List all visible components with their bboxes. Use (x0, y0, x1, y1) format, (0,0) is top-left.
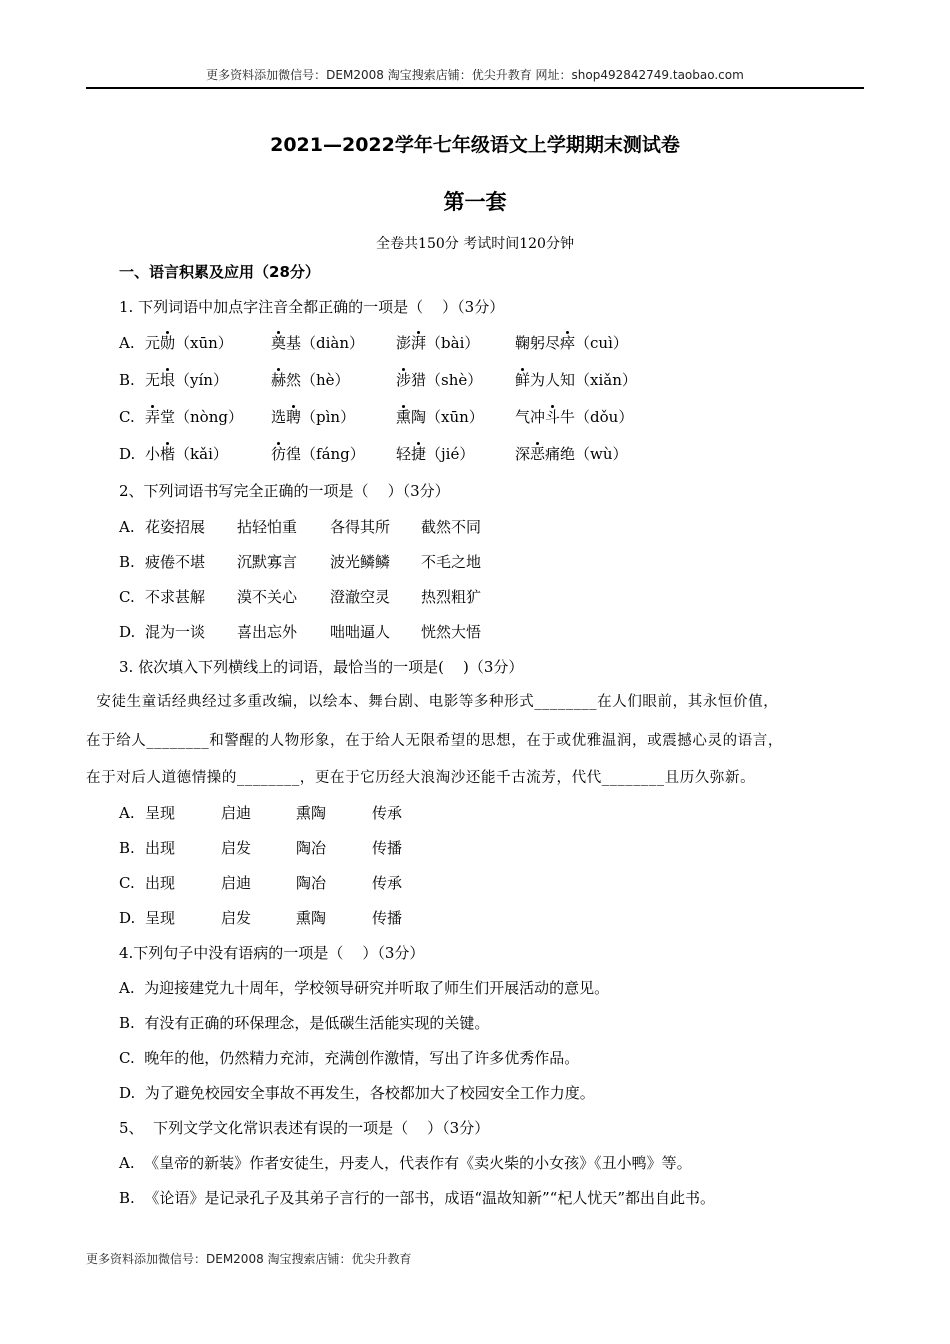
emphasis-dot-char: 彷 (271, 445, 287, 463)
emphasis-dot-char: 熏 (396, 408, 412, 426)
q3-passage-line: 在于对后人道德情操的________，更在于它历经大浪淘沙还能千古流芳，代代________且历久弥新。 (86, 770, 756, 786)
emphasis-dot-char: 涉 (396, 371, 412, 389)
exam-meta: 全卷共150分 考试时间120分钟 (376, 236, 574, 252)
q2-option-word: 拈轻怕重 (237, 518, 298, 536)
q1-option-letter: B. (119, 371, 135, 389)
q1-option-word: 轻捷（jié） (396, 445, 475, 463)
q2-option-word: 混为一谈 (145, 623, 206, 641)
q2-option-word: 不毛之地 (421, 553, 482, 571)
q1-option-word: 鞠躬尽瘁（cuì） (515, 334, 628, 352)
q1-option-word: 无垠（yín） (145, 371, 228, 389)
emphasis-dot-char: 勋 (160, 334, 176, 352)
q2-option-word: 各得其所 (330, 518, 391, 536)
q1-stem: 1. 下列词语中加点字注音全都正确的一项是（ ）（3分） (119, 298, 505, 316)
emphasis-dot-char: 鲜 (515, 371, 531, 389)
q4-option: A. 为迎接建党九十周年，学校领导研究并听取了师生们开展活动的意见。 (119, 979, 610, 997)
q1-option-word: 鲜为人知（xiǎn） (515, 371, 637, 389)
q2-stem: 2、下列词语书写完全正确的一项是（ ）（3分） (119, 482, 450, 500)
q2-option-word: 波光鳞鳞 (330, 553, 391, 571)
q4-option: B. 有没有正确的环保理念，是低碳生活能实现的关键。 (119, 1014, 490, 1032)
q3-option-word: 出现 (145, 874, 176, 892)
exam-subtitle: 第一套 (443, 190, 507, 214)
q3-option-letter: D. (119, 909, 136, 927)
q5-option: A. 《皇帝的新装》作者安徒生，丹麦人，代表作有《卖火柴的小女孩》《丑小鸭》等。 (119, 1154, 692, 1172)
q2-option-letter: B. (119, 553, 135, 571)
emphasis-dot-char: 楷 (160, 445, 176, 463)
emphasis-dot-char: 聘 (286, 408, 302, 426)
q2-option-letter: C. (119, 588, 135, 606)
q3-option-word: 陶冶 (296, 839, 327, 857)
q1-option-word: 元勋（xūn） (145, 334, 233, 352)
q2-option-letter: D. (119, 623, 136, 641)
q1-option-word: 涉猎（shè） (396, 371, 483, 389)
q2-option-word: 热烈粗犷 (421, 588, 482, 606)
q1-option-letter: D. (119, 445, 136, 463)
q2-option-word: 澄澈空灵 (330, 588, 391, 606)
q2-option-word: 疲倦不堪 (145, 553, 206, 571)
q3-option-word: 出现 (145, 839, 176, 857)
q3-option-letter: C. (119, 874, 135, 892)
q3-option-word: 启迪 (221, 874, 252, 892)
q3-option-word: 熏陶 (296, 804, 327, 822)
q1-option-word: 熏陶（xūn） (396, 408, 484, 426)
q3-option-letter: A. (119, 804, 135, 822)
q3-option-word: 传播 (372, 839, 403, 857)
q4-stem: 4.下列句子中没有语病的一项是（ ）（3分） (119, 944, 425, 962)
q3-option-word: 启发 (221, 839, 252, 857)
q3-stem: 3. 依次填入下列横线上的词语，最恰当的一项是( )（3分） (119, 658, 524, 676)
q1-option-letter: C. (119, 408, 135, 426)
q3-option-word: 呈现 (145, 804, 176, 822)
q3-option-word: 启发 (221, 909, 252, 927)
q1-option-word: 赫然（hè） (271, 371, 350, 389)
q1-option-word: 气冲斗牛（dǒu） (515, 408, 634, 426)
emphasis-dot-char: 湃 (411, 334, 427, 352)
emphasis-dot-char: 垠 (160, 371, 176, 389)
q3-passage-line: 安徒生童话经典经过多重改编，以绘本、舞台剧、电影等多种形式________在人们眼前，其永恒价值， (86, 694, 779, 710)
q2-option-word: 喜出忘外 (237, 623, 298, 641)
q1-option-letter: A. (119, 334, 135, 352)
header-rule (86, 87, 864, 89)
q5-stem: 5、 下列文学文化常识表述有误的一项是（ ）（3分） (119, 1119, 490, 1137)
q1-option-word: 小楷（kǎi） (145, 445, 228, 463)
q1-option-word: 澎湃（bài） (396, 334, 480, 352)
q3-passage-line: 在于给人________和警醒的人物形象，在于给人无限希望的思想，在于或优雅温润，或震撼心灵的语言， (86, 733, 783, 749)
q2-option-word: 花姿招展 (145, 518, 206, 536)
q1-option-word: 奠基（diàn） (271, 334, 365, 352)
q2-option-word: 咄咄逼人 (330, 623, 391, 641)
q2-option-word: 恍然大悟 (421, 623, 482, 641)
q3-option-word: 启迪 (221, 804, 252, 822)
q2-option-letter: A. (119, 518, 135, 536)
q4-option: C. 晚年的他，仍然精力充沛，充满创作激情，写出了许多优秀作品。 (119, 1049, 580, 1067)
emphasis-dot-char: 瘁 (560, 334, 576, 352)
emphasis-dot-char: 弄 (145, 408, 161, 426)
q3-option-letter: B. (119, 839, 135, 857)
emphasis-dot-char: 捷 (411, 445, 427, 463)
emphasis-dot-char: 斗 (545, 408, 561, 426)
q3-option-word: 熏陶 (296, 909, 327, 927)
q3-option-word: 传承 (372, 874, 403, 892)
page-footer: 更多资料添加微信号：DEM2008 淘宝搜索店铺：优尖升教育 (86, 1252, 412, 1266)
q3-option-word: 陶冶 (296, 874, 327, 892)
emphasis-dot-char: 奠 (271, 334, 287, 352)
exam-title: 2021—2022学年七年级语文上学期期末测试卷 (270, 134, 680, 156)
q5-option: B. 《论语》是记录孔子及其弟子言行的一部书，成语“温故知新”“杞人忧天”都出自此书。 (119, 1189, 716, 1207)
section-heading: 一、语言积累及应用（28分） (119, 263, 320, 281)
q4-option: D. 为了避免校园安全事故不再发生，各校都加大了校园安全工作力度。 (119, 1084, 595, 1102)
q1-option-word: 深恶痛绝（wù） (515, 445, 628, 463)
q2-option-word: 截然不同 (421, 518, 482, 536)
q2-option-word: 不求甚解 (145, 588, 206, 606)
q1-option-word: 彷徨（fáng） (271, 445, 365, 463)
q3-option-word: 传承 (372, 804, 403, 822)
emphasis-dot-char: 赫 (271, 371, 287, 389)
emphasis-dot-char: 恶 (530, 445, 546, 463)
q1-option-word: 选聘（pìn） (271, 408, 356, 426)
q3-option-word: 传播 (372, 909, 403, 927)
page-header: 更多资料添加微信号：DEM2008 淘宝搜索店铺：优尖升教育 网址：shop492842749.taobao.com (206, 68, 744, 82)
q3-option-word: 呈现 (145, 909, 176, 927)
q2-option-word: 漠不关心 (237, 588, 298, 606)
q1-option-word: 弄堂（nòng） (145, 408, 243, 426)
q2-option-word: 沉默寡言 (237, 553, 298, 571)
